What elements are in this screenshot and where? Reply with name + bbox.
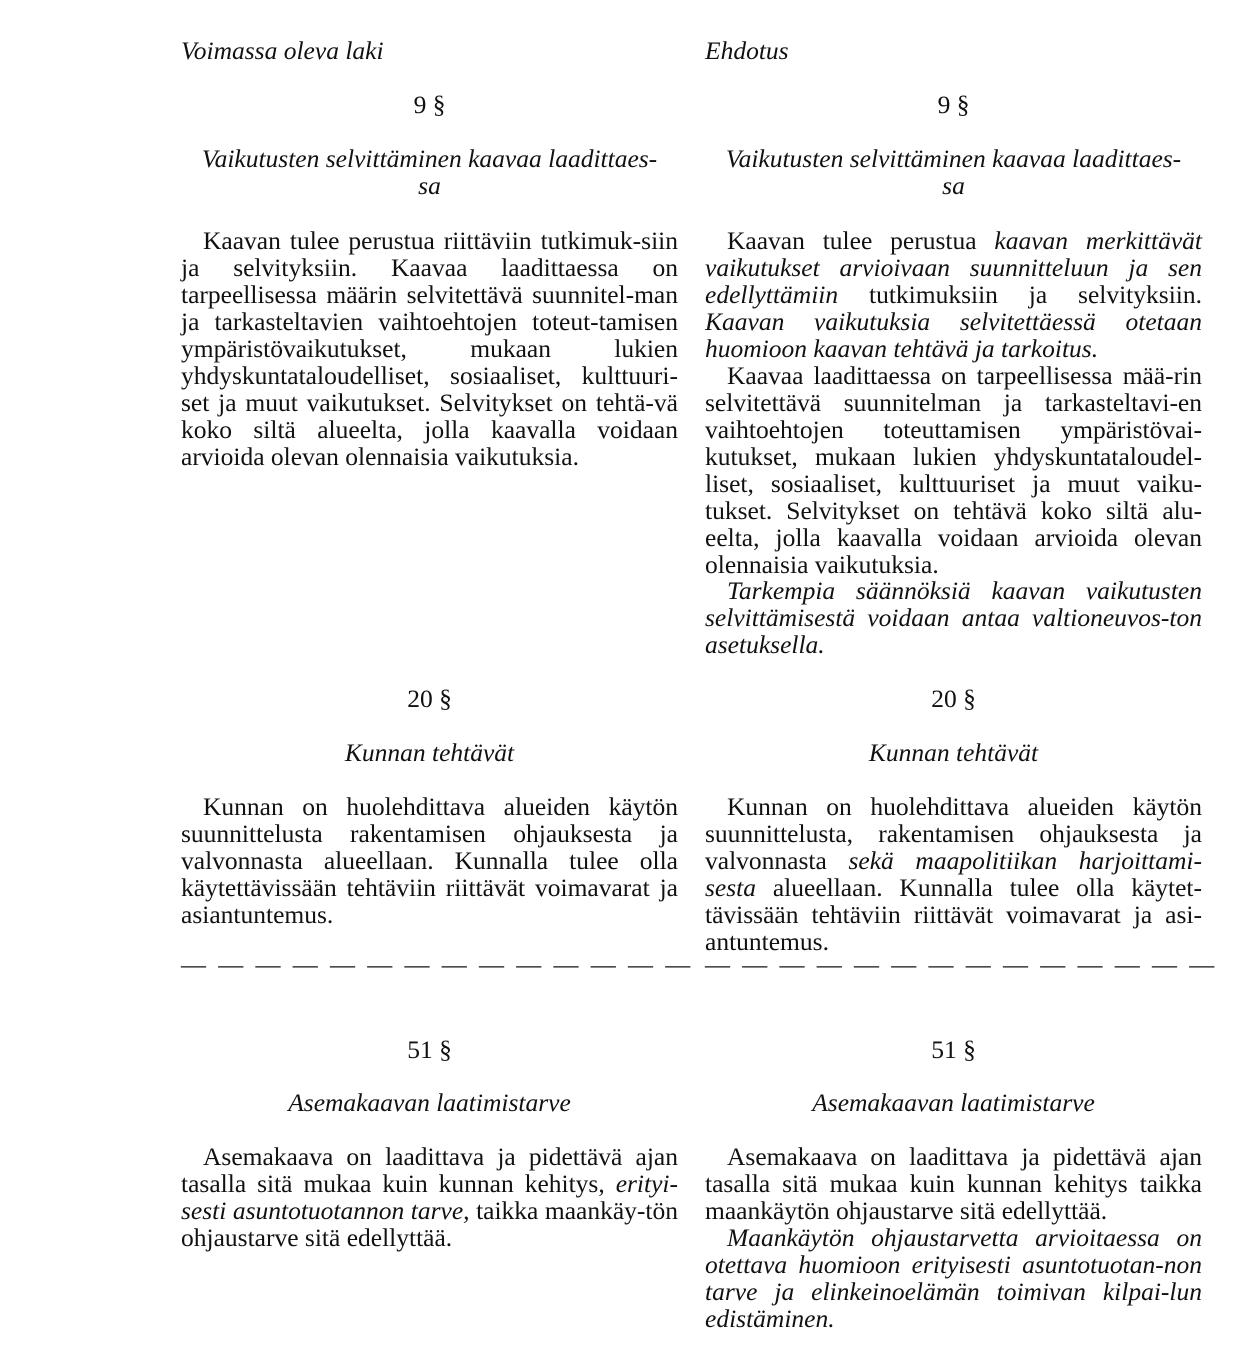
- column-heading: Ehdotus: [705, 36, 789, 65]
- section-paragraph: Asemakaava on laadittava ja pidettävä ajan tasalla sitä mukaa kuin kunnan kehitys taikka maankäytön ohjaustarve sitä edellyttää.: [705, 1142, 1202, 1225]
- section-paragraph: Kaavan tulee perustua riittäviin tutkimuk-siin ja selvityksiin. Kaavaa laadittaessa on tarpeellisessa määrin selvitettävä suunnitel-man ja tarkasteltavien vaihtoehtojen toteut-tamisen ympäristövaikutukset, mukaan lukien yhdyskuntataloudelliset, sosiaaliset, kulttuuri-set ja muut vaikutukset. Selvitykset on tehtä-vä koko siltä alueelta, jolla kaavalla voidaan arvioida olevan olennaisia vaikutuksia.: [181, 226, 678, 471]
- section-title: Asemakaavan laatimistarve: [812, 1088, 1095, 1117]
- text-run: Kaavan tulee perustua: [727, 226, 995, 255]
- section-paragraph: [181, 1143, 678, 1251]
- italic-amendment: erityi-sesti asuntotuotannon tarve,: [181, 1169, 678, 1225]
- omission-dashes: — — — — — — — — — — — — — —: [181, 952, 694, 979]
- section-title-text: Vaikutusten selvittäminen kaavaa laadittaes-sa: [725, 144, 1182, 200]
- section-paragraph-italic: Tarkempia säännöksiä kaavan vaikutusten selvittämisestä voidaan antaa valtioneuvos-ton asetuksella.: [705, 576, 1202, 659]
- omission-dashes: — — — — — — — — — — — — — —: [705, 952, 1218, 979]
- column-heading: Voimassa oleva laki: [181, 36, 384, 65]
- section-paragraph: Kaavaa laadittaessa on tarpeellisessa mää-rin selvitettävä suunnitelman ja tarkasteltavi-en vaihtoehtojen toteuttamisen ympäristövai-kutukset, mukaan lukien yhdyskuntataloudel-liset, sosiaaliset, kulttuuriset ja muut vaiku-tukset. Selvitykset on tehtävä koko siltä alu-eelta, jolla kaavalla voidaan arvioida olevan olennaisia vaikutuksia.: [705, 361, 1202, 579]
- section-title: Kunnan tehtävät: [344, 738, 515, 767]
- section-paragraph: [705, 793, 1202, 955]
- section-paragraph-italic: Maankäytön ohjaustarvetta arvioitaessa on otettava huomioon erityisesti asuntotuotan-non tarve ja elinkeinoelämän toimivan kilpai-lun edistäminen.: [705, 1223, 1202, 1333]
- section-number: 20 §: [931, 684, 976, 713]
- italic-amendment: kaavan merkittävät vaikutukset arvioivaan suunnitteluun ja sen edellyttämiin: [705, 226, 1202, 309]
- section-number: 20 §: [407, 684, 452, 713]
- section-title-text: Vaikutusten selvittäminen kaavaa laadittaes-sa: [201, 144, 658, 200]
- section-number: 51 §: [407, 1035, 452, 1064]
- text-run: Asemakaava on laadittava ja pidettävä ajan tasalla sitä mukaa kuin kunnan kehitys,: [181, 1142, 678, 1198]
- section-title: [181, 145, 678, 199]
- text-run: alueellaan. Kunnalla tulee olla käytet-tävissään tehtäviin riittävät voimavarat ja asi-antuntemus.: [705, 873, 1202, 956]
- section-title: Asemakaavan laatimistarve: [288, 1088, 571, 1117]
- italic-amendment: Kaavan vaikutuksia selvitettäessä otetaan huomioon kaavan tehtävä ja tarkoitus.: [705, 307, 1202, 363]
- text-run: tutkimuksiin ja selvityksiin.: [838, 280, 1202, 309]
- section-number: 9 §: [413, 90, 446, 119]
- section-title: Kunnan tehtävät: [868, 738, 1039, 767]
- section-paragraph: [705, 227, 1202, 362]
- section-paragraph: Kunnan on huolehdittava alueiden käytön suunnittelusta rakentamisen ohjauksesta ja valvonnasta alueellaan. Kunnalla tulee olla käytettävissään tehtäviin riittävät voimavarat ja asiantuntemus.: [181, 792, 678, 929]
- section-number: 51 §: [931, 1035, 976, 1064]
- section-title: [705, 145, 1202, 199]
- italic-amendment: sekä maapolitiikan harjoittami-sesta: [705, 846, 1202, 902]
- text-run: taikka maankäy-tön ohjaustarve sitä edellyttää.: [181, 1196, 678, 1252]
- section-number: 9 §: [937, 90, 970, 119]
- text-run: Kunnan on huolehdittava alueiden käytön suunnittelusta, rakentamisen ohjauksesta ja valvonnasta: [705, 792, 1202, 875]
